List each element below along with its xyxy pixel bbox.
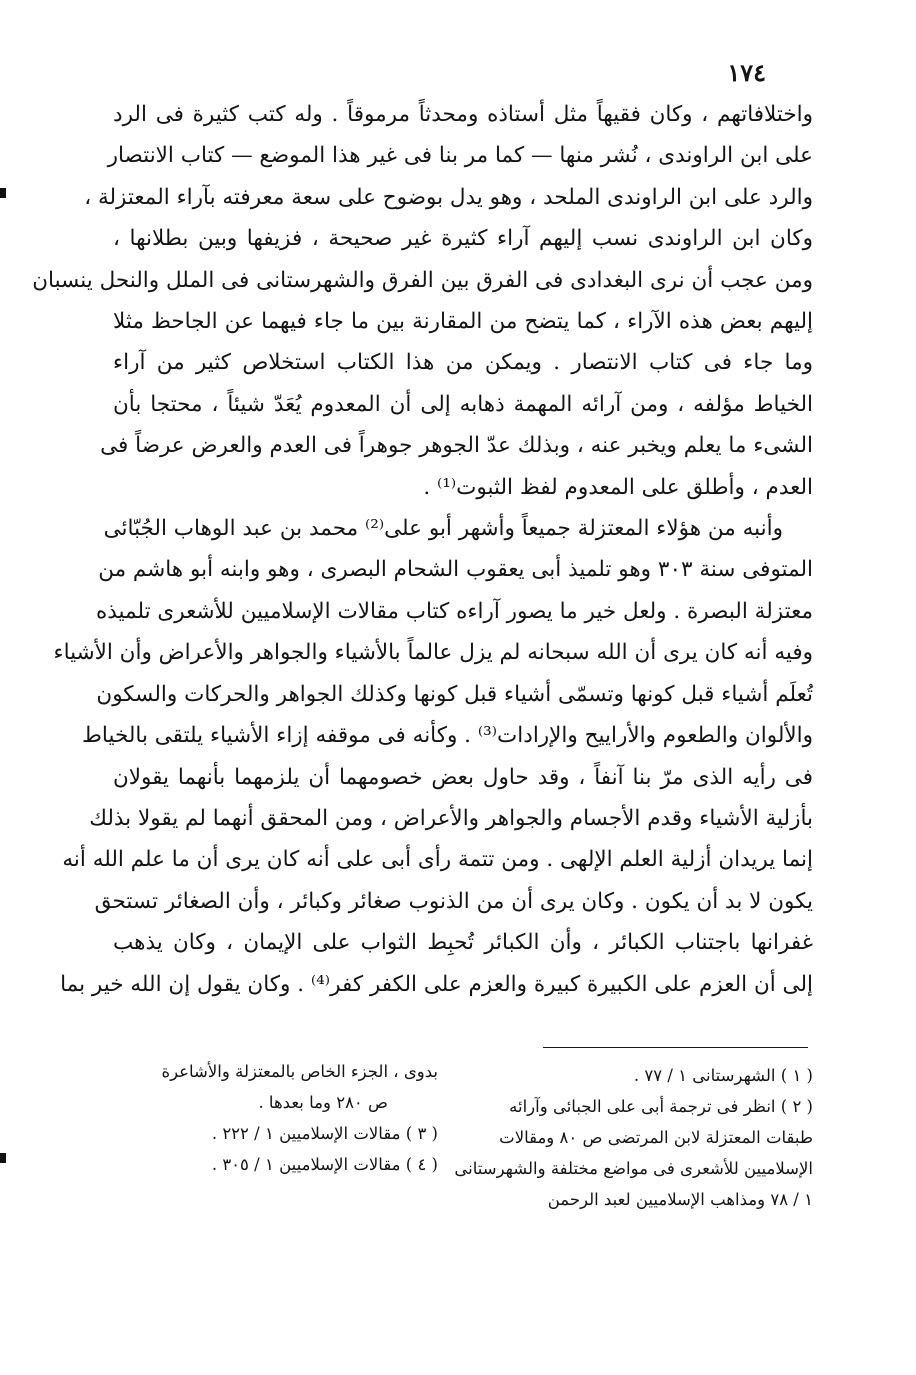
- footnote-line: ص ٢٨٠ وما بعدها .: [258, 1093, 388, 1112]
- text-line: إلى أن العزم على الكبيرة كبيرة والعزم على الكفر كفر⁽⁴⁾ . وكان يقول إن الله خير بما: [60, 971, 813, 997]
- text-line: وفيه أنه كان يرى أن الله سبحانه لم يزل عالماً بالأشياء والجواهر والأعراض وأن الأشياء: [53, 640, 813, 666]
- footnote-line: ( ٢ ) انظر فى ترجمة أبى على الجبائى وآرائه: [509, 1097, 813, 1116]
- text-line: واختلافاتهم ، وكان فقيهاً مثل أستاذه ومحدثاً مرموقاً . وله كتب كثيرة فى الرد: [113, 102, 813, 127]
- footnote-line: الإسلاميين للأشعرى فى مواضع مختلفة والشهرستانى: [454, 1159, 813, 1178]
- text-line: وكان ابن الراوندى نسب إليهم آراء كثيرة غير صحيحة ، فزيفها وبين بطلانها ،: [113, 226, 813, 252]
- footnotes-left-column: [108, 1056, 438, 1180]
- footnote-line: ١ / ٧٨ ومذاهب الإسلاميين لعبد الرحمن: [547, 1190, 813, 1209]
- footnote-line: ( ٣ ) مقالات الإسلاميين ١ / ٢٢٢ .: [211, 1124, 438, 1143]
- text-line: المتوفى سنة ٣٠٣ وهو تلميذ أبى يعقوب الشحام البصرى ، وهو وابنه أبو هاشم من: [98, 557, 813, 583]
- text-line: إنما يريدان أزلية العلم الإلهى . ومن تتمة رأى أبى على أنه كان يرى أن ما علم الله أنه: [62, 847, 813, 873]
- text-line: بأزلية الأشياء وقدم الأجسام والجواهر والأعراض ، ومن المحقق أنهما لم يقولا بذلك: [89, 805, 813, 831]
- page-number: ١٧٤: [727, 58, 766, 87]
- scan-edge-mark: [0, 188, 6, 198]
- text-line: تُعلَم أشياء قبل كونها وتسمّى أشياء قبل كونها وكذلك الجواهر والحركات والسكون: [96, 681, 813, 707]
- text-line: إليهم بعض هذه الآراء ، كما يتضح من المقارنة بين ما جاء فيهما عن الجاحظ مثلا: [113, 309, 813, 335]
- footnote-line: طبقات المعتزلة لابن المرتضى ص ٨٠ ومقالات: [499, 1128, 813, 1147]
- footnote-line: بدوى ، الجزء الخاص بالمعتزلة والأشاعرة: [161, 1062, 438, 1081]
- footnote-divider: [543, 1047, 808, 1048]
- footnotes-right-column: [454, 1060, 813, 1215]
- paragraph-end-line: العدم ، وأطلق على المعدوم لفظ الثبوت⁽¹⁾ .: [423, 474, 813, 500]
- text-line: الشىء ما يعلم ويخبر عنه ، وبذلك عدّ الجوهر جوهراً فى العدم والعرض عرضاً فى: [100, 433, 813, 459]
- text-line: يكون لا بد أن يكون . وكان يرى أن من الذنوب صغائر وكبائر ، وأن الصغائر تستحق: [94, 888, 813, 914]
- text-line: الخياط مؤلفه ، ومن آرائه المهمة ذهابه إلى أن المعدوم يُعَدّ شيئاً ، محتجا بأن: [113, 391, 813, 417]
- body-text: [32, 94, 813, 1005]
- footnote-line: ( ١ ) الشهرستانى ١ / ٧٧ .: [633, 1066, 813, 1085]
- text-line: معتزلة البصرة . ولعل خير ما يصور آراءه كتاب مقالات الإسلاميين للأشعرى تلميذه: [96, 598, 813, 624]
- paragraph-start-line: وأنبه من هؤلاء المعتزلة جميعاً وأشهر أبو على⁽²⁾ محمد بن عبد الوهاب الجُبّائى: [103, 516, 783, 542]
- scan-edge-mark: [0, 1153, 6, 1163]
- text-line: ومن عجب أن نرى البغدادى فى الفرق بين الفرق والشهرستانى فى الملل والنحل ينسبان: [32, 267, 813, 293]
- text-line: والرد على ابن الراوندى الملحد ، وهو يدل بوضوح على سعة معرفته بآراء المعتزلة ،: [84, 184, 813, 210]
- text-line: والألوان والطعوم والأراييح والإرادات⁽³⁾ . وكأنه فى موقفه إزاء الأشياء يلتقى بالخياط: [82, 723, 813, 749]
- text-line: وما جاء فى كتاب الانتصار . ويمكن من هذا الكتاب استخلاص كثير من آراء: [113, 350, 813, 376]
- footnote-line: ( ٤ ) مقالات الإسلاميين ١ / ٣٠٥ .: [211, 1155, 438, 1174]
- text-line: على ابن الراوندى ، نُشر منها — كما مر بنا فى غير هذا الموضع — كتاب الانتصار: [107, 143, 813, 169]
- text-line: غفرانها باجتناب الكبائر ، وأن الكبائر تُحبِط الثواب على الإيمان ، وكان يذهب: [113, 930, 813, 956]
- text-line: فى رأيه الذى مرّ بنا آنفاً ، وقد حاول بعض خصومهما أن يلزمهما بأنهما يقولان: [113, 764, 813, 790]
